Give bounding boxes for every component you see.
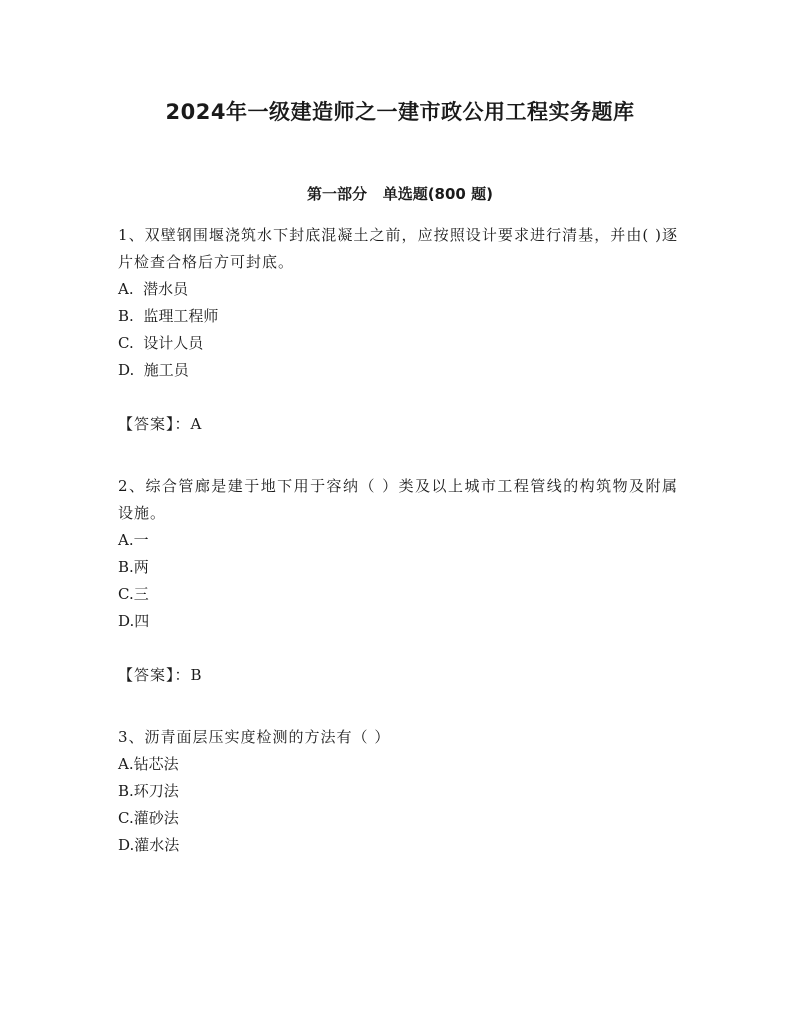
option-c: C.灌砂法 <box>118 809 179 827</box>
option-d: D. 施工员 <box>118 361 189 379</box>
option-c: C. 设计人员 <box>118 334 204 352</box>
answer-label: 【答案】： <box>118 415 191 433</box>
document-title: 2024年一级建造师之一建市政公用工程实务题库 <box>165 100 635 124</box>
option-a: A.一 <box>118 531 149 549</box>
answer-line <box>118 411 678 438</box>
option-b: B.环刀法 <box>118 782 179 800</box>
option-b: B.两 <box>118 558 149 576</box>
option-d: D.四 <box>118 612 150 630</box>
option-c: C.三 <box>118 585 149 603</box>
answer-label: 【答案】： <box>118 666 191 684</box>
question-1 <box>118 222 678 438</box>
question-stem: 2、综合管廊是建于地下用于容纳（ ）类及以上城市工程管线的构筑物及附属设施。 <box>118 477 678 522</box>
question-3 <box>118 724 678 859</box>
answer-value: B <box>190 666 202 684</box>
option-b: B. 监理工程师 <box>118 307 219 325</box>
section-title: 第一部分 单选题(800 题) <box>307 185 493 203</box>
question-stem: 3、沥青面层压实度检测的方法有（ ） <box>118 728 391 746</box>
option-d: D.灌水法 <box>118 836 180 854</box>
question-list <box>118 222 678 859</box>
question-2 <box>118 473 678 689</box>
answer-value: A <box>190 415 202 433</box>
answer-line <box>118 662 678 689</box>
option-a: A. 潜水员 <box>118 280 189 298</box>
question-stem: 1、双壁钢围堰浇筑水下封底混凝土之前，应按照设计要求进行清基，并由( )逐片检查合格后方可封底。 <box>118 226 678 271</box>
option-a: A.钻芯法 <box>118 755 179 773</box>
